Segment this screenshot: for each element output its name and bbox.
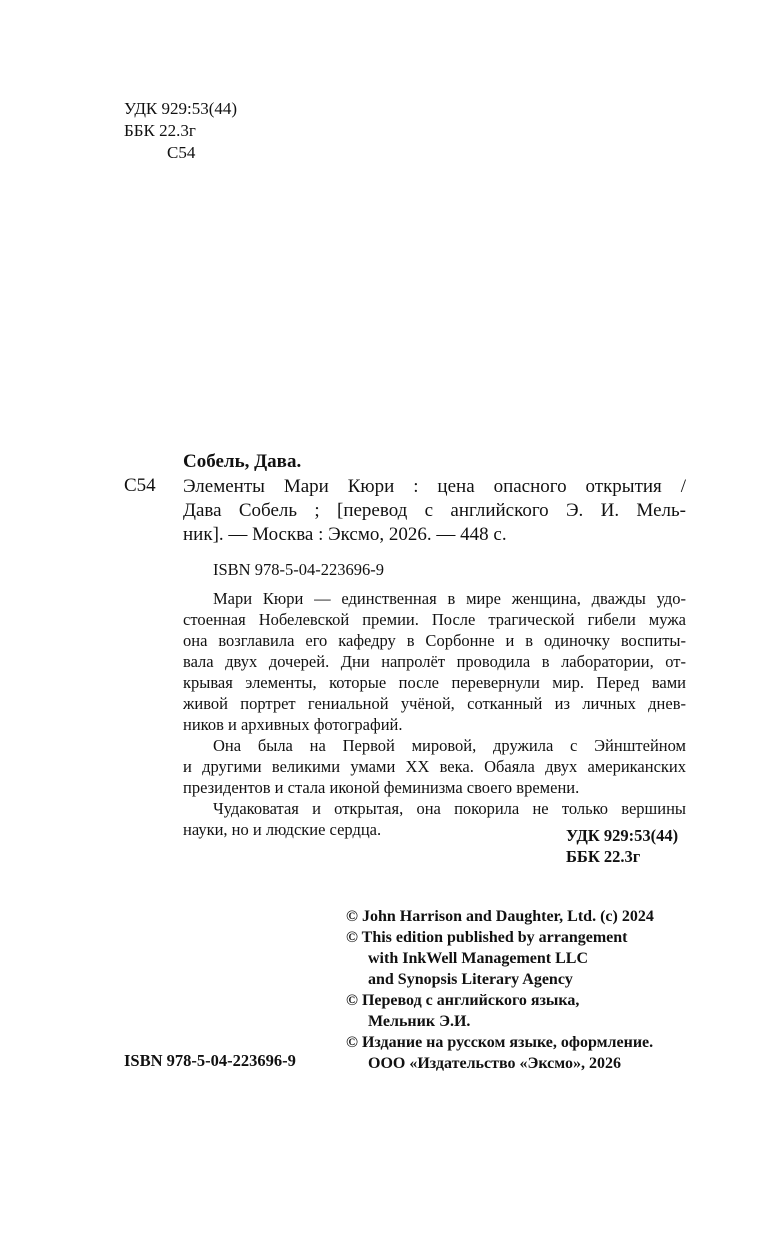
bbk-code: ББК 22.3г xyxy=(124,121,196,140)
copyright-line: © John Harrison and Daughter, Ltd. (c) 2024 xyxy=(346,908,654,925)
annotation-line: живой портрет гениальной учёной, сотканный из личных днев- xyxy=(183,694,686,713)
annotation-line: Мари Кюри — единственная в мире женщина, дважды удо- xyxy=(213,589,686,608)
annotation-line: крывая элементы, которые после перевернули мир. Перед вами xyxy=(183,673,686,692)
annotation-line: президентов и стала иконой феминизма своего времени. xyxy=(183,778,580,797)
copyright-line: © Издание на русском языке, оформление. xyxy=(346,1034,654,1051)
copyright-line: ООО «Издательство «Эксмо», 2026 xyxy=(368,1055,621,1072)
footer-udk-code: УДК 929:53(44) xyxy=(566,826,679,845)
catalog-line: Элементы Мари Кюри : цена опасного открытия / xyxy=(183,476,686,497)
footer-bbk-code: ББК 22.3г xyxy=(566,847,641,866)
catalog-line: Дава Собель ; [перевод с английского Э. И. Мель- xyxy=(183,500,686,521)
annotation-line: вала двух дочерей. Дни напролёт проводила в лаборатории, от- xyxy=(183,652,686,671)
copyright-line: Мельник Э.И. xyxy=(368,1013,471,1030)
annotation-line: ников и архивных фотографий. xyxy=(183,715,403,734)
catalog-author-mark: С54 xyxy=(124,475,156,496)
annotation-line: науки, но и людские сердца. xyxy=(183,820,382,839)
catalog-line: ник]. — Москва : Эксмо, 2026. — 448 с. xyxy=(183,524,507,545)
catalog-author: Собель, Дава. xyxy=(183,451,302,472)
footer-isbn: ISBN 978-5-04-223696-9 xyxy=(124,1051,296,1070)
copyright-line: © This edition published by arrangement xyxy=(346,929,628,946)
author-mark: С54 xyxy=(167,143,196,162)
annotation-line: Чудаковатая и открытая, она покорила не только вершины xyxy=(213,799,686,818)
annotation-line: она возглавила его кафедру в Сорбонне и в одиночку воспиты- xyxy=(183,631,686,650)
classification-codes xyxy=(124,98,237,164)
annotation-line: стоенная Нобелевской премии. После трагической гибели мужа xyxy=(183,610,686,629)
catalog-record xyxy=(183,475,686,547)
copyright-block xyxy=(346,906,654,1074)
copyright-line: © Перевод с английского языка, xyxy=(346,992,580,1009)
annotation-line: Она была на Первой мировой, дружила с Эйнштейном xyxy=(213,736,686,755)
copyright-line: and Synopsis Literary Agency xyxy=(368,971,573,988)
annotation-line: и другими великими умами XX века. Обаяла двух американских xyxy=(183,757,686,776)
catalog-isbn: ISBN 978-5-04-223696-9 xyxy=(213,560,384,579)
copyright-line: with InkWell Management LLC xyxy=(368,950,589,967)
annotation xyxy=(183,588,686,840)
footer-classification-codes xyxy=(566,825,678,867)
udk-code: УДК 929:53(44) xyxy=(124,99,238,118)
